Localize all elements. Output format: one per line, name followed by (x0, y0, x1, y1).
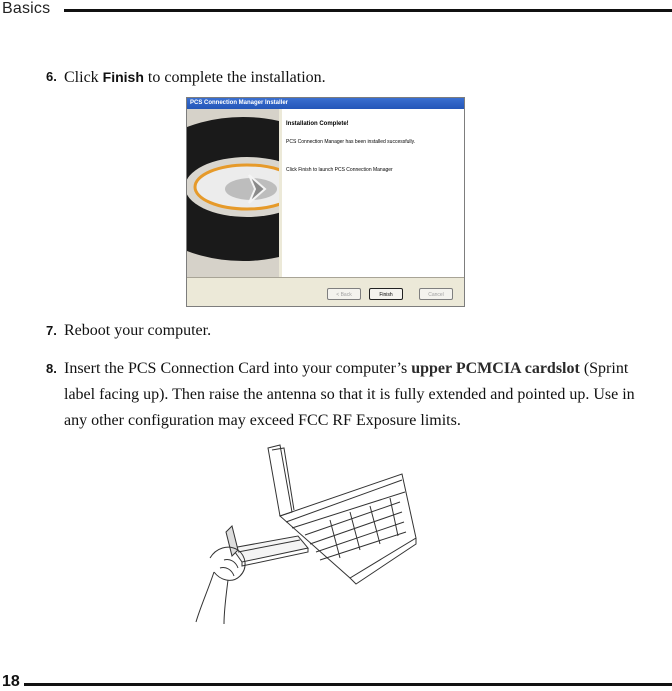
header-rule (64, 9, 672, 12)
step-number: 7. (46, 323, 57, 338)
step-text: Reboot your computer. (64, 322, 212, 339)
dialog-content (282, 109, 464, 277)
cancel-button[interactable]: Cancel (419, 288, 453, 300)
step-text (64, 64, 644, 91)
dialog-message: PCS Connection Manager has been installed successfully. (286, 139, 416, 145)
step-text-pre: Insert the PCS Connection Card into your computer’s (64, 360, 412, 377)
dialog-heading: Installation Complete! (286, 121, 349, 127)
step-text-post: (Sprint label facing up). Then raise the antenna so that it is fully extended and pointed up. Use in any other configuration may exceed FCC RF Exposure limits. (64, 360, 635, 429)
step-number: 6. (46, 69, 57, 84)
disc-artwork (187, 109, 279, 277)
step-number: 8. (46, 361, 57, 376)
step-text-post: to complete the installation. (143, 69, 326, 86)
cardslot-link[interactable]: upper PCMCIA cardslot (411, 360, 580, 377)
page-number: 18 (2, 673, 20, 690)
finish-emphasis: Finish (102, 69, 144, 85)
laptop-card-illustration (180, 440, 420, 625)
finish-button[interactable]: Finish (369, 288, 403, 300)
step-text (64, 356, 644, 434)
footer-rule (24, 683, 672, 686)
step-text-pre: Click (64, 69, 103, 86)
installer-dialog (186, 97, 465, 307)
dialog-title: PCS Connection Manager Installer (187, 98, 464, 109)
step-8 (46, 356, 644, 434)
section-title: Basics (2, 0, 51, 17)
step-6 (46, 64, 644, 91)
disc-icon (187, 109, 279, 277)
back-button[interactable]: < Back (327, 288, 361, 300)
step-7 (46, 318, 644, 344)
dialog-separator (187, 277, 464, 278)
dialog-instruction: Click Finish to launch PCS Connection Manager (286, 167, 393, 173)
